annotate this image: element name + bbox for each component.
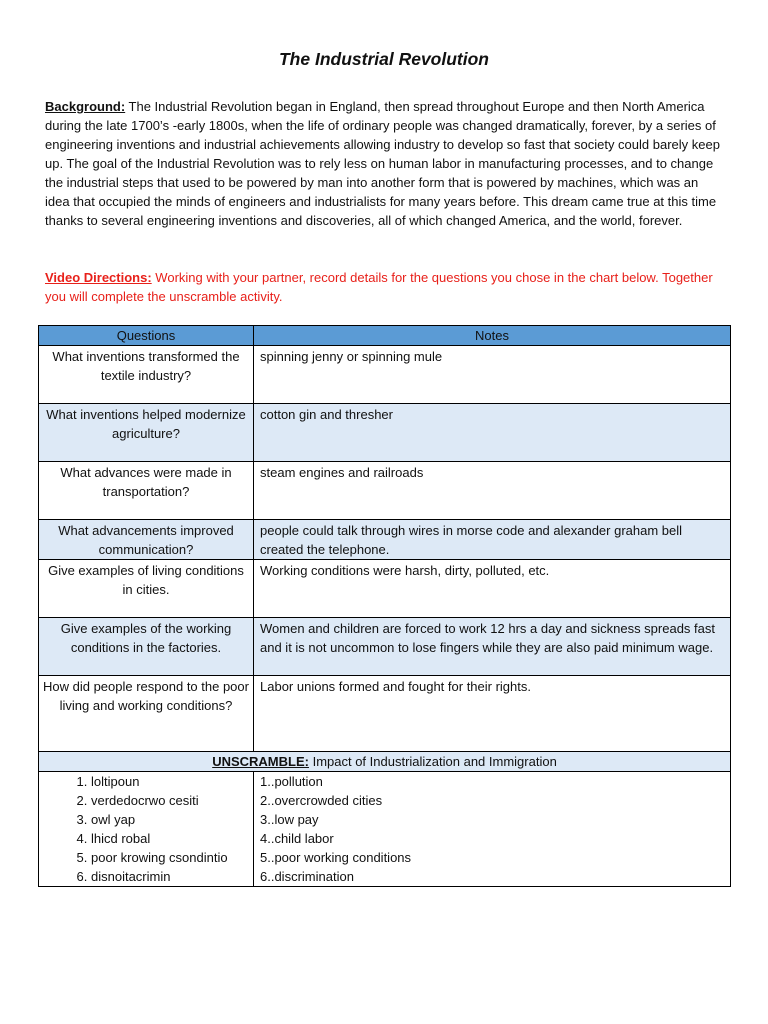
answers-list bbox=[254, 772, 730, 886]
notes-cell[interactable]: steam engines and railroads bbox=[254, 462, 731, 520]
question-cell: What advancements improved communication? bbox=[39, 520, 254, 560]
table-row bbox=[39, 404, 731, 462]
list-item: 5..poor working conditions bbox=[260, 850, 412, 865]
table-row bbox=[39, 520, 731, 560]
chart-header-row bbox=[39, 326, 731, 346]
scrambled-words-cell bbox=[39, 772, 254, 887]
notes-cell[interactable]: Women and children are forced to work 12 hrs a day and sickness spreads fast and it is not uncommon to lose fingers while they are also paid minimum wage. bbox=[254, 618, 731, 676]
question-cell: Give examples of living conditions in cities. bbox=[39, 560, 254, 618]
notes-cell[interactable]: cotton gin and thresher bbox=[254, 404, 731, 462]
list-item: 4..child labor bbox=[260, 831, 334, 846]
unscramble-header-row bbox=[39, 752, 731, 772]
list-item: 6..discrimination bbox=[260, 869, 354, 884]
background-text: The Industrial Revolution began in England, then spread throughout Europe and then North America during the late 1700’s -early 1800s, when the life of ordinary people was changed dramatically, forever, by a series of engineering inventions and industrial achievements allowing industry to develop so fast that society could barely keep up. The goal of the Industrial Revolution was to rely less on human labor in manufacturing processes, and to change the industrial steps that used to be powered by man into another form that is powered by machines, which was an idea that occupied the minds of engineers and industrialists for many years before. This dream came true at this time thanks to several engineering inventions and discoveries, all of which changed America, and the world, forever. bbox=[45, 99, 720, 228]
notes-cell[interactable]: Labor unions formed and fought for their rights. bbox=[254, 676, 731, 752]
question-cell: What advances were made in transportation? bbox=[39, 462, 254, 520]
unscramble-subtitle: Impact of Industrialization and Immigration bbox=[308, 754, 557, 769]
table-row bbox=[39, 676, 731, 752]
list-item: 3. owl yap bbox=[91, 810, 253, 829]
directions-text: Working with your partner, record details for the questions you chose in the chart below. Together you will complete the unscramble activity. bbox=[45, 270, 713, 304]
question-cell: What inventions transformed the textile industry? bbox=[39, 346, 254, 404]
question-cell: How did people respond to the poor living and working conditions? bbox=[39, 676, 254, 752]
background-label: Background: bbox=[45, 99, 126, 114]
question-cell: Give examples of the working conditions in the factories. bbox=[39, 618, 254, 676]
unscramble-row bbox=[39, 772, 731, 887]
header-notes: Notes bbox=[254, 326, 731, 346]
notes-chart bbox=[38, 325, 731, 887]
list-item: 1..pollution bbox=[260, 774, 323, 789]
unscramble-label: UNSCRAMBLE: bbox=[212, 754, 309, 769]
notes-cell[interactable]: Working conditions were harsh, dirty, polluted, etc. bbox=[254, 560, 731, 618]
list-item: 1. loltipoun bbox=[91, 772, 253, 791]
header-questions: Questions bbox=[39, 326, 254, 346]
question-cell: What inventions helped modernize agriculture? bbox=[39, 404, 254, 462]
table-row bbox=[39, 462, 731, 520]
table-row bbox=[39, 346, 731, 404]
table-row bbox=[39, 560, 731, 618]
list-item: 4. lhicd robal bbox=[91, 829, 253, 848]
list-item: 2..overcrowded cities bbox=[260, 793, 383, 808]
page-title: The Industrial Revolution bbox=[278, 49, 489, 69]
list-item: 3..low pay bbox=[260, 812, 319, 827]
answers-cell[interactable] bbox=[254, 772, 731, 887]
list-item: 6. disnoitacrimin bbox=[91, 867, 253, 886]
video-directions bbox=[45, 268, 725, 306]
scrambled-list bbox=[39, 772, 253, 886]
notes-cell[interactable]: people could talk through wires in morse code and alexander graham bell created the telephone. bbox=[254, 520, 731, 560]
list-item: 5. poor krowing csondintio bbox=[91, 848, 253, 867]
notes-cell[interactable]: spinning jenny or spinning mule bbox=[254, 346, 731, 404]
background-paragraph bbox=[45, 97, 725, 230]
directions-label: Video Directions: bbox=[45, 270, 152, 285]
table-row bbox=[39, 618, 731, 676]
list-item: 2. verdedocrwo cesiti bbox=[91, 791, 253, 810]
